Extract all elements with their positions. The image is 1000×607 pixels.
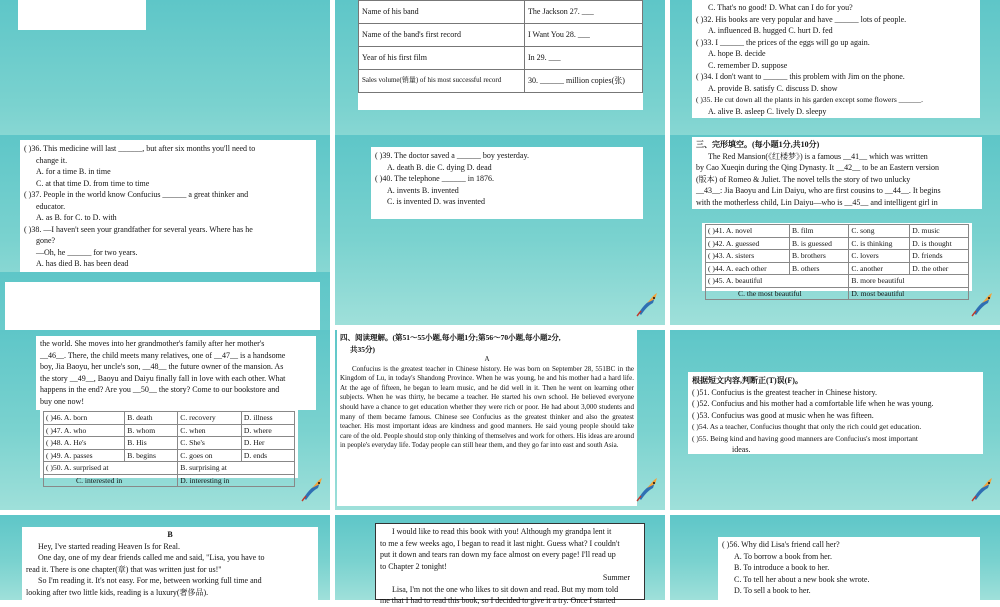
slide-8: [335, 330, 665, 510]
table-row: ( )43. A. sisters B. brothers C. lovers D. friends: [706, 250, 969, 263]
parrot-icon: [970, 291, 994, 317]
reading-card: B Hey, I've started reading Heaven Is for Real. One day, one of my dear friends called me and said, "Lisa, you have to read it. There is one chapter(章) that was written just for us!" So I'm reading it. It's not easy. For me, between working full time and looking after two little kids, reading is a luxury(奢侈品).: [22, 527, 318, 600]
table-row: ( )48. A. He's B. His C. She's D. Her: [44, 437, 295, 450]
table-row: Name of the band's first record I Want You 28. ___: [359, 24, 643, 47]
letter-card: I would like to read this book with you! Although my grandpa lent it to me a few weeks ago, I began to read it last night. Guess what? I couldn't put it down and tears ran down my face almost on every page! I'll read up to Chapter 2 tonight! Summer Lisa, I'm not the one who likes to sit down and read. But my mom told me that I had to read this book, so I decided to give it a try. Once I started: [375, 523, 645, 600]
question-card: C. That's no good! D. What can I do for you? ( )32. His books are very popular and have ______ lots of people. A. influenced B. hugged C. hurt D. fed ( )33. I ______ the prices of the eggs will go up again. A. hope B. decide C. remember D. suppose ( )34. I don't want to ______ this problem with Jim on the phone. A. provide B. satisfy C. discuss D. show ( )35. He cut down all the plants in his garden except some flowers ______. A. alive B. asleep C. lively D. sleepy: [692, 0, 980, 118]
info-table-card: [358, 0, 643, 110]
letter-signature: Summer: [602, 573, 630, 582]
options-table: [43, 411, 295, 487]
slide-7b: [0, 330, 330, 510]
table-row: ( )46. A. born B. death C. recovery D. illness: [44, 412, 295, 425]
table-row: Name of his band The Jackson 27. ___: [359, 1, 643, 24]
table-row: C. interested in D. interesting in: [44, 474, 295, 487]
slide-12: [670, 515, 1000, 600]
slide-10: [0, 515, 330, 600]
slide-11: [335, 515, 665, 605]
judgement-card: 根据短文内容,判断正(T)误(F)。 ( )51. Confucius is the greatest teacher in Chinese history. ( )52. Confucius and his mother had a comfortable life when he was young. ( )53. Confucius was good at music when he was fifteen. ( )54. As a teacher, Confucius thought that only the rich could get education. ( )55. Being kind and having good manners are Confucius's most important ideas.: [688, 372, 983, 454]
cloze-passage-card: the world. She moves into her grandmother's family after her mother's __46__. There, the child meets many relatives, one of __47__ is a handsome boy, Jia Baoyu, her uncle's son, __48__ the future owner of the mansion. As the story __49__, Baoyu and Daiyu finally fall in love with each other. What happens in the end? Are you __50__ the story? Come to our bookstore and buy one now!: [36, 336, 316, 410]
parrot-icon: [635, 291, 659, 317]
table-row: Year of his first film In 29. ___: [359, 47, 643, 70]
cloze-options-card: [40, 410, 298, 485]
table-row: ( )45. A. beautiful B. more beautiful: [706, 275, 969, 288]
parrot-icon: [300, 476, 324, 502]
table-row: ( )49. A. passes B. begins C. goes on D. ends: [44, 449, 295, 462]
table-row: ( )42. A. guessed B. is guessed C. is thinking D. is thought: [706, 237, 969, 250]
table-row: ( )50. A. surprised at B. surprising at: [44, 462, 295, 475]
table-row: C. the most beautiful D. most beautiful: [706, 287, 969, 300]
slide-9: [670, 330, 1000, 510]
cloze-options-card: [702, 223, 972, 298]
question-card: ( )36. This medicine will last ______, but after six months you'll need to change it. A. for a time B. in time C. at that time D. from time to time ( )37. People in the world know Confucius ______ a great thinker and educator. A. as B. for C. to D. with ( )38. —I haven't seen your grandfather for several years. Where has he gone? —Oh, he ______ for two years. A. has died B. has been dead: [20, 140, 316, 310]
parrot-icon: [635, 476, 659, 502]
info-table: [358, 0, 643, 93]
parrot-icon: [970, 476, 994, 502]
table-row: Sales volume(销量) of his most successful record 30. ______ million copies(张): [359, 70, 643, 93]
question-card: ( )56. Why did Lisa's friend call her? A. To borrow a book from her. B. To introduce a book to her. C. To tell her about a new book she wrote. D. To sell a book to her.: [718, 537, 980, 600]
options-table: [705, 224, 969, 300]
question-card: ( )39. The doctor saved a ______ boy yesterday. A. death B. die C. dying D. dead ( )40. The telephone ______ in 1876. A. invents B. invented C. is invented D. was invented: [371, 147, 643, 219]
table-row: ( )41. A. novel B. film C. song D. music: [706, 225, 969, 238]
cloze-passage-card: 三、完形填空。(每小题1分,共10分) The Red Mansion(《红楼梦》) is a famous __41__ which was written by Cao Xueqin during the Qing Dynasty. It __42__ to be an Eastern version (版本) of Romeo & Juliet. The novel tells the story of two unlucky __43__: Jia Baoyu and Lin Daiyu, who are first cousins to __44__. It begins with the motherless child, Lin Daiyu—who is __45__ and intelligent girl in: [692, 137, 982, 209]
reading-card: 四、阅读理解。(第51～55小题,每小题1分;第56～70小题,每小题2分, 共35分) A Confucius is the greatest teacher in Chinese history. He was born on September 28, 551BC in the Kingdom of Lu, in today's Shandong Province. When he was young, he and his mother had a hard life. At the age of fifteen, he began to learn music, and he did well in it. Then he went on learning other subjects. When he was thirty, he became a teacher. He started his own school. He believed everyone should have a chance to get education whether they were rich or poor. He had about 3,000 students and many of them became famous. Chinese see Confucius as the greatest thinker and also the greatest teacher. His most important ideas are kindness and good manners. He said young people should take care of the old. People should stop only thinking of themselves and work for others. His ideas are around in people's everyday life. Today people can still hear them, and they go far into east and south Asia.: [337, 330, 637, 506]
slide-5: [335, 135, 665, 325]
blank-area: [5, 282, 320, 337]
table-row: ( )47. A. who B. whom C. when D. where: [44, 424, 295, 437]
slide-6: [670, 135, 1000, 325]
blank-area: [18, 0, 146, 30]
table-row: ( )44. A. each other B. others C. another D. the other: [706, 262, 969, 275]
